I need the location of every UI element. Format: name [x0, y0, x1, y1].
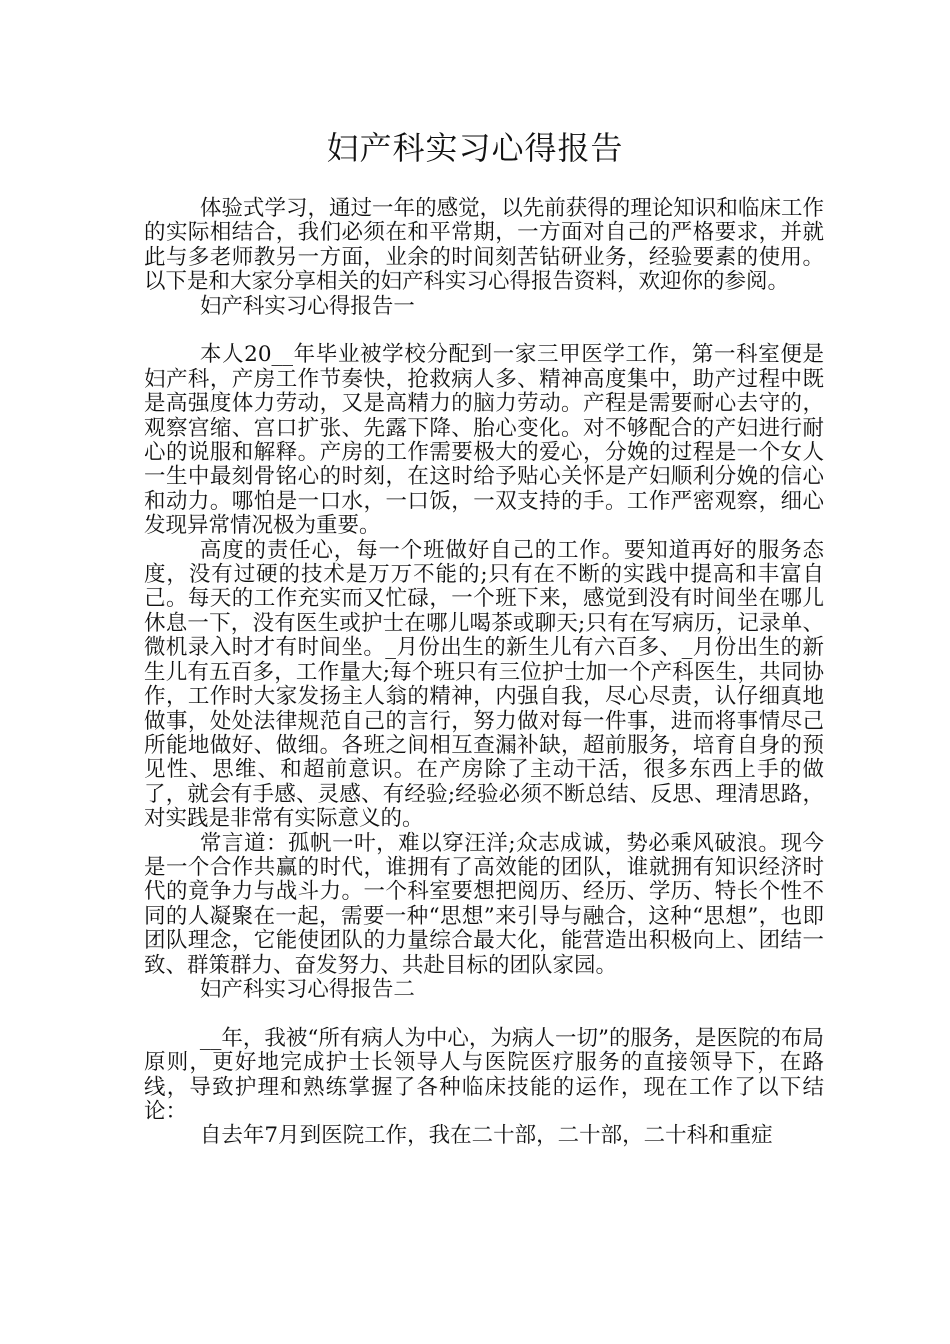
paragraph: __年，我被“所有病人为中心，为病人一切”的服务，是医院的布局原则，更好地完成护士长领导人与医院医疗服务的直接领导下，在路线，导致护理和熟练掌握了各种临床技能的运作，现在工作了以下结论： — [144, 1025, 824, 1124]
blank-line — [144, 1002, 824, 1026]
blank-line — [144, 319, 824, 343]
paragraph: 自去年7月到医院工作，我在二十部，二十部，二十科和重症 — [199, 1123, 773, 1149]
section-heading-2: 妇产科实习心得报告二 — [199, 976, 415, 1002]
document-title: 妇产科实习心得报告 — [326, 129, 624, 167]
document-body — [144, 197, 824, 1149]
paragraph: 常言道：孤帆一叶，难以穿汪洋;众志成诚，势必乘风破浪。现今是一个合作共赢的时代，谁拥有了高效能的团队，谁就拥有知识经济时代的竟争力与战斗力。一个科室要想把阅历、经历、学历、特长个性不同的人凝聚在一起，需要一种“思想”来引导与融合，这种“思想”，也即团队理念，它能使团队的力量综合最大化，能营造出积极向上、团结一致、群策群力、奋发努力、共赴目标的团队家园。 — [144, 830, 824, 978]
paragraph: 高度的责任心，每一个班做好自己的工作。要知道再好的服务态度，没有过硬的技术是万万不能的;只有在不断的实践中提高和丰富自己。每天的工作充实而又忙碌，一个班下来，感觉到没有时间坐在哪儿休息一下，没有医生或护士在哪儿喝茶或聊天;只有在写病历，记录单、微机录入时才有时间坐。_月份出生的新生儿有六百多、_月份出生的新生儿有五百多，工作量大;每个班只有三位护士加一个产科医生，共同协作，工作时大家发扬主人翁的精神，内强自我，尽心尽责，认仔细真地做事，处处法律规范自己的言行，努力做对每一件事，进而将事情尽己所能地做好、做细。各班之间相互查漏补缺，超前服务，培育自身的预见性、思维、和超前意识。在产房除了主动干活，很多东西上手的做了，就会有手感、灵感、有经验;经验必须不断总结、反思、理清思路，对实践是非常有实际意义的。 — [144, 537, 824, 832]
section-heading-1: 妇产科实习心得报告一 — [199, 293, 415, 319]
intro-paragraph: 体验式学习，通过一年的感觉，以先前获得的理论知识和临床工作的实际相结合，我们必须在和平常期，一方面对自己的严格要求，并就此与多老师教另一方面，业余的时间刻苦钻研业务，经验要素的使用。以下是和大家分享相关的妇产科实习心得报告资料，欢迎你的参阅。 — [144, 196, 824, 295]
paragraph: 本人20__年毕业被学校分配到一家三甲医学工作，第一科室便是妇产科，产房工作节奏快，抢救病人多、精神高度集中，助产过程中既是高强度体力劳动，又是高精力的脑力劳动。产程是需要耐心去守的，观察宫缩、宫口扩张、先露下降、胎心变化。对不够配合的产妇进行耐心的说服和解释。产房的工作需要极大的爱心，分娩的过程是一个女人一生中最刻骨铭心的时刻，在这时给予贴心关怀是产妇顺利分娩的信心和动力。哪怕是一口水，一口饭，一双支持的手。工作严密观察，细心发现异常情况极为重要。 — [144, 342, 824, 539]
